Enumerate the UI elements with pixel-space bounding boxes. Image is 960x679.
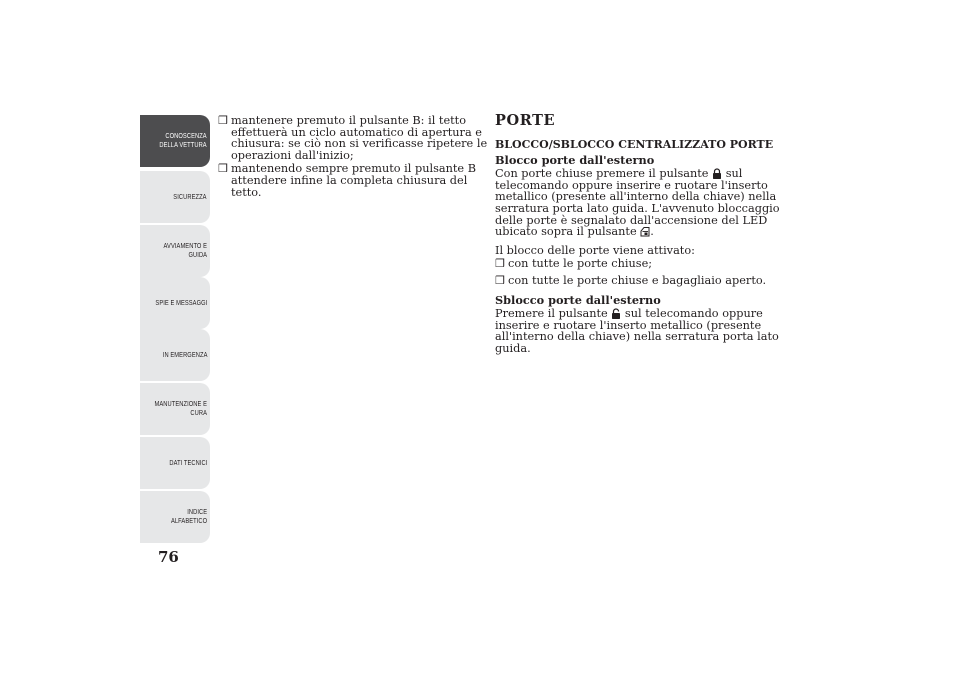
unlock-paragraph: Premere il pulsante sul telecomando oppure inserire e ruotare l'inserto metallico (presente all'interno della chiave) nella serratura porta lato guida. — [495, 307, 779, 355]
unlock-icon — [611, 308, 621, 319]
right-column — [495, 112, 785, 362]
lock-icon — [712, 168, 722, 179]
tab-avviamento-e-guida[interactable]: AVVIAMENTO E GUIDA — [140, 225, 210, 277]
tab-sicurezza[interactable]: SICUREZZA — [140, 171, 210, 223]
unlock-heading: Sblocco porte dall'esterno — [495, 292, 661, 307]
list-item: ❒ mantenere premuto il pulsante B: il tetto effettuerà un ciclo automatico di apertura e chiusura: se ciò non si verificasse ripetere le operazioni dall'inizio; — [218, 114, 488, 162]
door-lock-icon — [640, 226, 650, 237]
bullet-icon: ❒ — [218, 114, 228, 127]
list-item: ❒ con tutte le porte chiuse; — [495, 257, 653, 271]
list-item: ❒ con tutte le porte chiuse e bagagliaio aperto. — [495, 273, 767, 287]
tab-manutenzione-e-cura[interactable]: MANUTENZIONE E CURA — [140, 383, 210, 435]
tab-dati-tecnici[interactable]: DATI TECNICI — [140, 437, 210, 489]
bullet-icon: ❒ — [218, 162, 228, 176]
section-subtitle: BLOCCO/SBLOCCO CENTRALIZZATO PORTE — [495, 137, 774, 151]
bullet-icon: ❒ — [495, 257, 505, 271]
left-column — [218, 115, 488, 200]
section-title: PORTE — [495, 112, 556, 129]
tab-conoscenza-della-vettura[interactable]: CONOSCENZA DELLA VETTURA — [140, 115, 210, 167]
tab-indice-alfabetico[interactable]: INDICE ALFABETICO — [140, 491, 210, 543]
tab-spie-e-messaggi[interactable]: SPIE E MESSAGGI — [140, 277, 210, 329]
lock-paragraph: Con porte chiuse premere il pulsante sul telecomando oppure inserire e ruotare l'inserto metallico (presente all'interno della chiave) nella serratura porta lato guida. L'avvenuto bloccaggio delle porte è segnalato dall'accensione del LED ubicato sopra il pulsante . — [495, 167, 780, 239]
bullet-icon: ❒ — [495, 273, 505, 287]
list-item: ❒ mantenendo sempre premuto il pulsante B attendere infine la completa chiusura del tetto. — [218, 162, 477, 199]
lock-heading: Blocco porte dall'esterno — [495, 152, 655, 167]
page-number: 76 — [158, 548, 179, 566]
tab-in-emergenza[interactable]: IN EMERGENZA — [140, 329, 210, 381]
activated-text: Il blocco delle porte viene attivato: — [495, 243, 695, 257]
